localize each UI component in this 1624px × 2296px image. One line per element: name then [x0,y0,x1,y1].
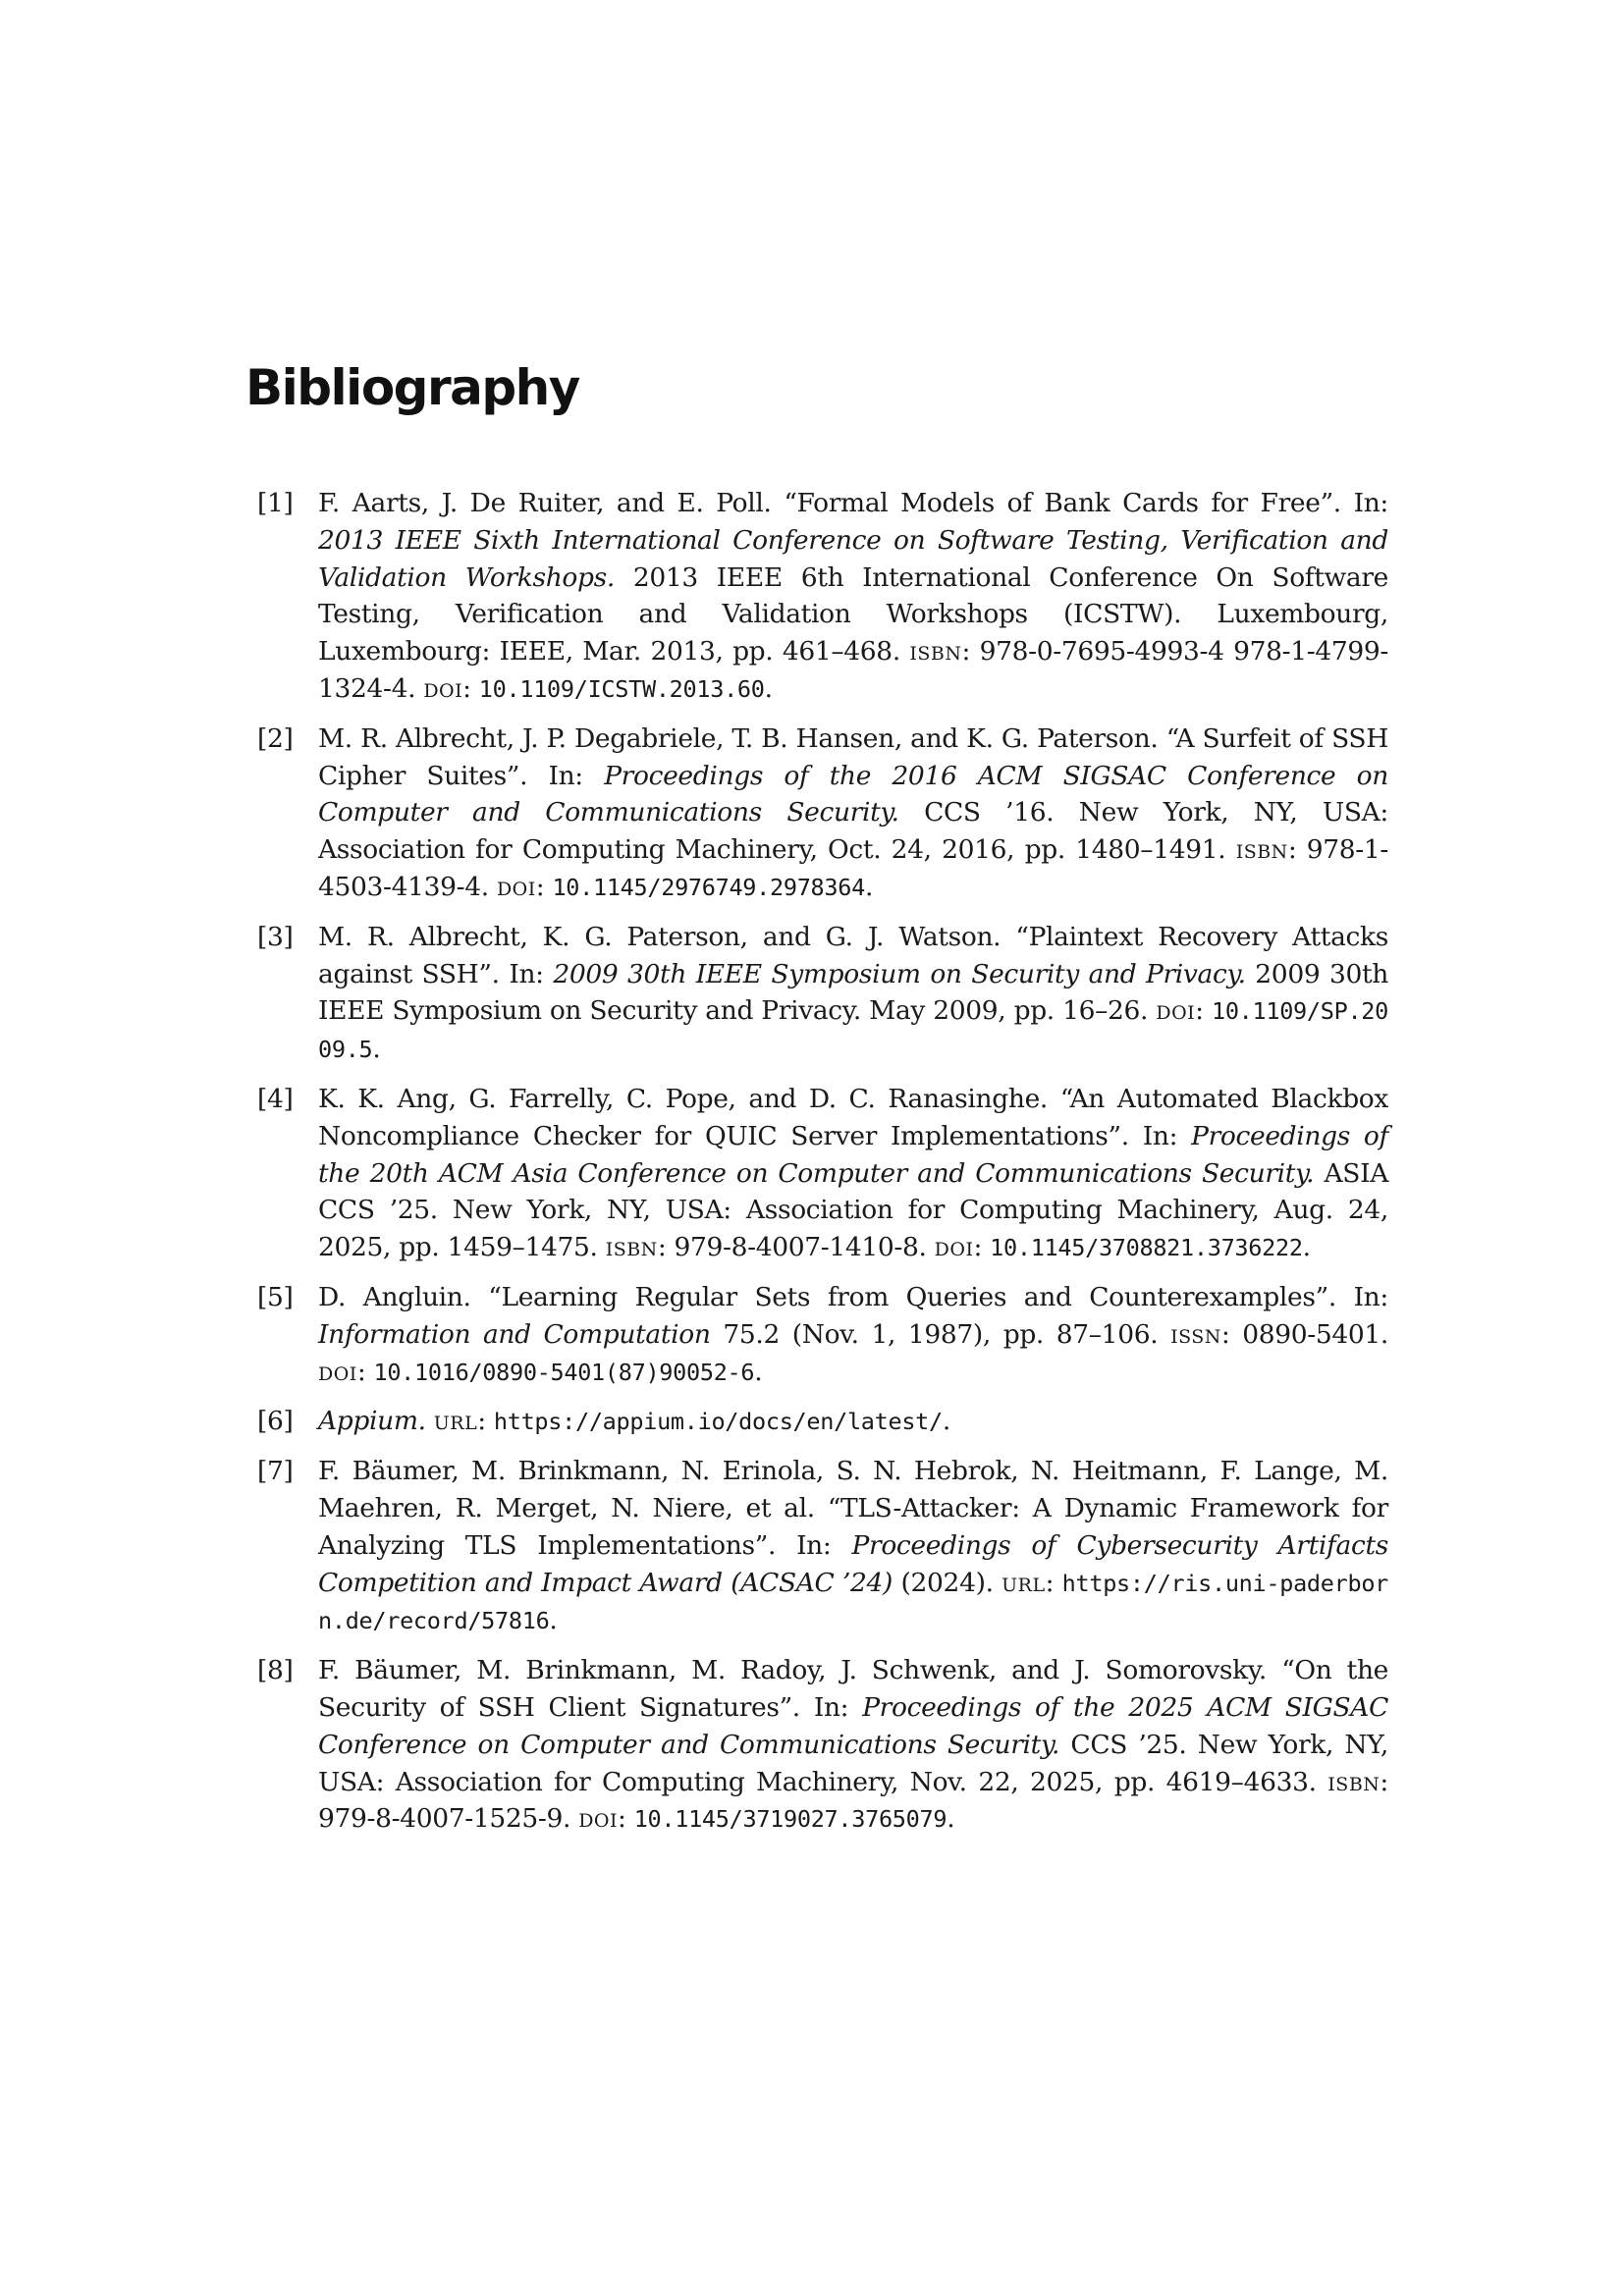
doi-label: doi [934,1232,974,1263]
doi-label: doi [423,672,463,704]
reference-label: [4] [257,1083,294,1114]
doi-link[interactable]: 10.1109/ICSTW.2013.60 [478,674,765,703]
reference-details: 2013 IEEE 6th International Conference On Software Testing, Verification and Validation Workshops (ICSTW). Luxembourg, Luxembourg: IEEE, Mar. 2013, pp. 461–468. [318,561,1388,667]
url-label: url [1001,1567,1046,1598]
reference-in: In: [1353,488,1389,518]
reference-7: [7] F. Bäumer, M. Brinkmann, N. Erinola, S. N. Hebrok, N. Heitmann, F. Lange, M. Maehren, R. Merget, N. Niere, et al. “TLS-Attacker: A Dynamic Framework for Analyzing TLS Implementations”. In: Proceedings of Cybersecurity Artifacts Competition and Impact Award (ACSAC ’24) (2024). url: https://ris.uni-paderborn.de/record/57816. [257,1453,1388,1640]
doi-label: doi [496,871,536,902]
doi-link[interactable]: 10.1016/0890-5401(87)90052-6 [373,1358,755,1386]
reference-title: “TLS-Attacker: A Dynamic Framework for Analyzing TLS Implementations”. [318,1492,1388,1561]
reference-issn: : 0890-5401. [1220,1318,1389,1350]
reference-authors: D. Angluin. [318,1281,471,1312]
reference-venue: Appium. [318,1406,426,1437]
reference-authors: F. Aarts, J. De Ruiter, and E. Poll. [318,488,772,518]
reference-in: In: [1142,1120,1178,1151]
reference-authors: F. Bäumer, M. Brinkmann, M. Radoy, J. Schwenk, and J. Somorovsky. [318,1655,1268,1686]
isbn-label: isbn [605,1232,658,1263]
reference-2: [2] M. R. Albrecht, J. P. Degabriele, T. B. Hansen, and K. G. Paterson. “A Surfeit of SSH Cipher Suites”. In: Proceedings of the 2016 ACM SIGSAC Conference on Computer and Communications Security. CCS ’16. New York, NY, USA: Association for Computing Machinery, Oct. 24, 2016, pp. 1480–1491. isbn: 978-1-4503-4139-4. doi: 10.1145/2976749.2978364. [257,721,1388,907]
reference-label: [8] [257,1655,294,1686]
url-link[interactable]: https://ris.uni-paderborn.de/record/57816 [318,1569,1389,1635]
reference-isbn: : 978-1-4503-4139-4. [318,834,1389,902]
reference-title: “Learning Regular Sets from Queries and Counterexamples”. [488,1281,1336,1312]
reference-in: In: [548,760,583,791]
reference-title: “Formal Models of Bank Cards for Free”. [784,488,1341,518]
reference-in: In: [813,1691,849,1723]
url-link[interactable]: https://appium.io/docs/en/latest/ [493,1408,943,1436]
url-label: url [433,1406,478,1437]
reference-details: CCS ’16. New York, NY, USA: Association for Computing Machinery, Oct. 24, 2016, pp. 1480–1491. [318,797,1389,866]
reference-6: [6] Appium. url: https://appium.io/docs/en/latest/. [257,1403,1388,1441]
reference-details: 75.2 (Nov. 1, 1987), pp. 87–106. [723,1318,1159,1350]
isbn-label: isbn [909,636,962,667]
reference-isbn: : 979-8-4007-1410-8. [657,1232,927,1263]
reference-details: (2024). [900,1567,994,1598]
reference-venue: Proceedings of the 20th ACM Asia Conference on Computer and Communications Security. [318,1120,1388,1189]
bibliography-list [257,485,1388,1850]
reference-details: CCS ’25. New York, NY, USA: Association for Computing Machinery, Nov. 22, 2025, pp. 4619–4633. [318,1729,1388,1797]
reference-in: In: [509,958,544,989]
doi-label: doi [318,1356,357,1387]
reference-isbn: : 978-0-7695-4993-4 978-1-4799-1324-4. [318,636,1389,704]
reference-1: [1] F. Aarts, J. De Ruiter, and E. Poll. “Formal Models of Bank Cards for Free”. In: 2013 IEEE Sixth International Conference on Software Testing, Verification and Validation Workshops. 2013 IEEE 6th International Conference On Software Testing, Verification and Validation Workshops (ICSTW). Luxembourg, Luxembourg: IEEE, Mar. 2013, pp. 461–468. isbn: 978-0-7695-4993-4 978-1-4799-1324-4. doi: 10.1109/ICSTW.2013.60. [257,485,1388,709]
doi-label: doi [578,1803,619,1835]
reference-venue: 2013 IEEE Sixth International Conference on Software Testing, Verification and Validation Workshops. [318,524,1388,593]
reference-title: “On the Security of SSH Client Signatures”. [318,1655,1388,1723]
doi-link[interactable]: 10.1145/2976749.2978364 [552,873,865,901]
doi-label: doi [1156,995,1196,1027]
reference-authors: M. R. Albrecht, K. G. Paterson, and G. J. Watson. [318,921,1001,952]
reference-label: [2] [257,722,294,754]
reference-venue: Proceedings of the 2025 ACM SIGSAC Conference on Computer and Communications Security. [318,1691,1389,1760]
reference-authors: F. Bäumer, M. Brinkmann, N. Erinola, S. N. Hebrok, N. Heitmann, F. Lange, M. Maehren, R. Merget, N. Niere, et al. [318,1456,1388,1523]
reference-venue: 2009 30th IEEE Symposium on Security and Privacy. [553,958,1246,989]
page-title: Bibliography [245,359,579,416]
reference-venue: Proceedings of the 2016 ACM SIGSAC Conference on Computer and Communications Security. [318,760,1389,828]
reference-8: [8] F. Bäumer, M. Brinkmann, M. Radoy, J. Schwenk, and J. Somorovsky. “On the Security of SSH Client Signatures”. In: Proceedings of the 2025 ACM SIGSAC Conference on Computer and Communications Security. CCS ’25. New York, NY, USA: Association for Computing Machinery, Nov. 22, 2025, pp. 4619–4633. isbn: 979-8-4007-1525-9. doi: 10.1145/3719027.3765079. [257,1652,1388,1839]
reference-venue: Information and Computation [318,1318,711,1350]
reference-label: [1] [257,488,294,518]
reference-authors: M. R. Albrecht, J. P. Degabriele, T. B. Hansen, and K. G. Paterson. [318,722,1159,754]
reference-isbn: : 979-8-4007-1525-9. [318,1766,1388,1835]
doi-link[interactable]: 10.1145/3708821.3736222 [990,1234,1303,1262]
doi-link[interactable]: 10.1145/3719027.3765079 [633,1805,947,1834]
isbn-label: isbn [1235,834,1288,866]
reference-venue: Proceedings of Cybersecurity Artifacts Competition and Impact Award (ACSAC ’24) [318,1529,1388,1598]
reference-label: [7] [257,1456,294,1487]
reference-title: “A Surfeit of SSH Cipher Suites”. [318,722,1388,791]
reference-in: In: [796,1529,832,1561]
doi-link[interactable]: 10.1109/SP.2009.5 [318,997,1388,1064]
issn-label: issn [1170,1318,1221,1350]
reference-title: “Plaintext Recovery Attacks against SSH”. [318,921,1388,989]
reference-label: [6] [257,1406,294,1437]
reference-details: 2009 30th IEEE Symposium on Security and Privacy. May 2009, pp. 16–26. [318,958,1388,1027]
reference-3: [3] M. R. Albrecht, K. G. Paterson, and G. J. Watson. “Plaintext Recovery Attacks against SSH”. In: 2009 30th IEEE Symposium on Security and Privacy. 2009 30th IEEE Symposium on Security and Privacy. May 2009, pp. 16–26. doi: 10.1109/SP.2009.5. [257,919,1388,1069]
isbn-label: isbn [1327,1766,1380,1797]
reference-label: [5] [257,1281,294,1312]
reference-title: “An Automated Blackbox Noncompliance Checker for QUIC Server Implementations”. [318,1083,1389,1151]
reference-authors: K. K. Ang, G. Farrelly, C. Pope, and D. C. Ranasinghe. [318,1083,1048,1114]
reference-details: ASIA CCS ’25. New York, NY, USA: Association for Computing Machinery, Aug. 24, 2025, pp. 1459–1475. [318,1157,1388,1263]
reference-5: [5] D. Angluin. “Learning Regular Sets from Queries and Counterexamples”. In: Information and Computation 75.2 (Nov. 1, 1987), pp. 87–106. issn: 0890-5401. doi: 10.1016/0890-5401(87)90052-6. [257,1279,1388,1391]
reference-in: In: [1353,1281,1388,1312]
reference-label: [3] [257,921,294,952]
reference-4: [4] K. K. Ang, G. Farrelly, C. Pope, and D. C. Ranasinghe. “An Automated Blackbox Noncompliance Checker for QUIC Server Implementations”. In: Proceedings of the 20th ACM Asia Conference on Computer and Communications Security. ASIA CCS ’25. New York, NY, USA: Association for Computing Machinery, Aug. 24, 2025, pp. 1459–1475. isbn: 979-8-4007-1410-8. doi: 10.1145/3708821.3736222. [257,1081,1388,1267]
